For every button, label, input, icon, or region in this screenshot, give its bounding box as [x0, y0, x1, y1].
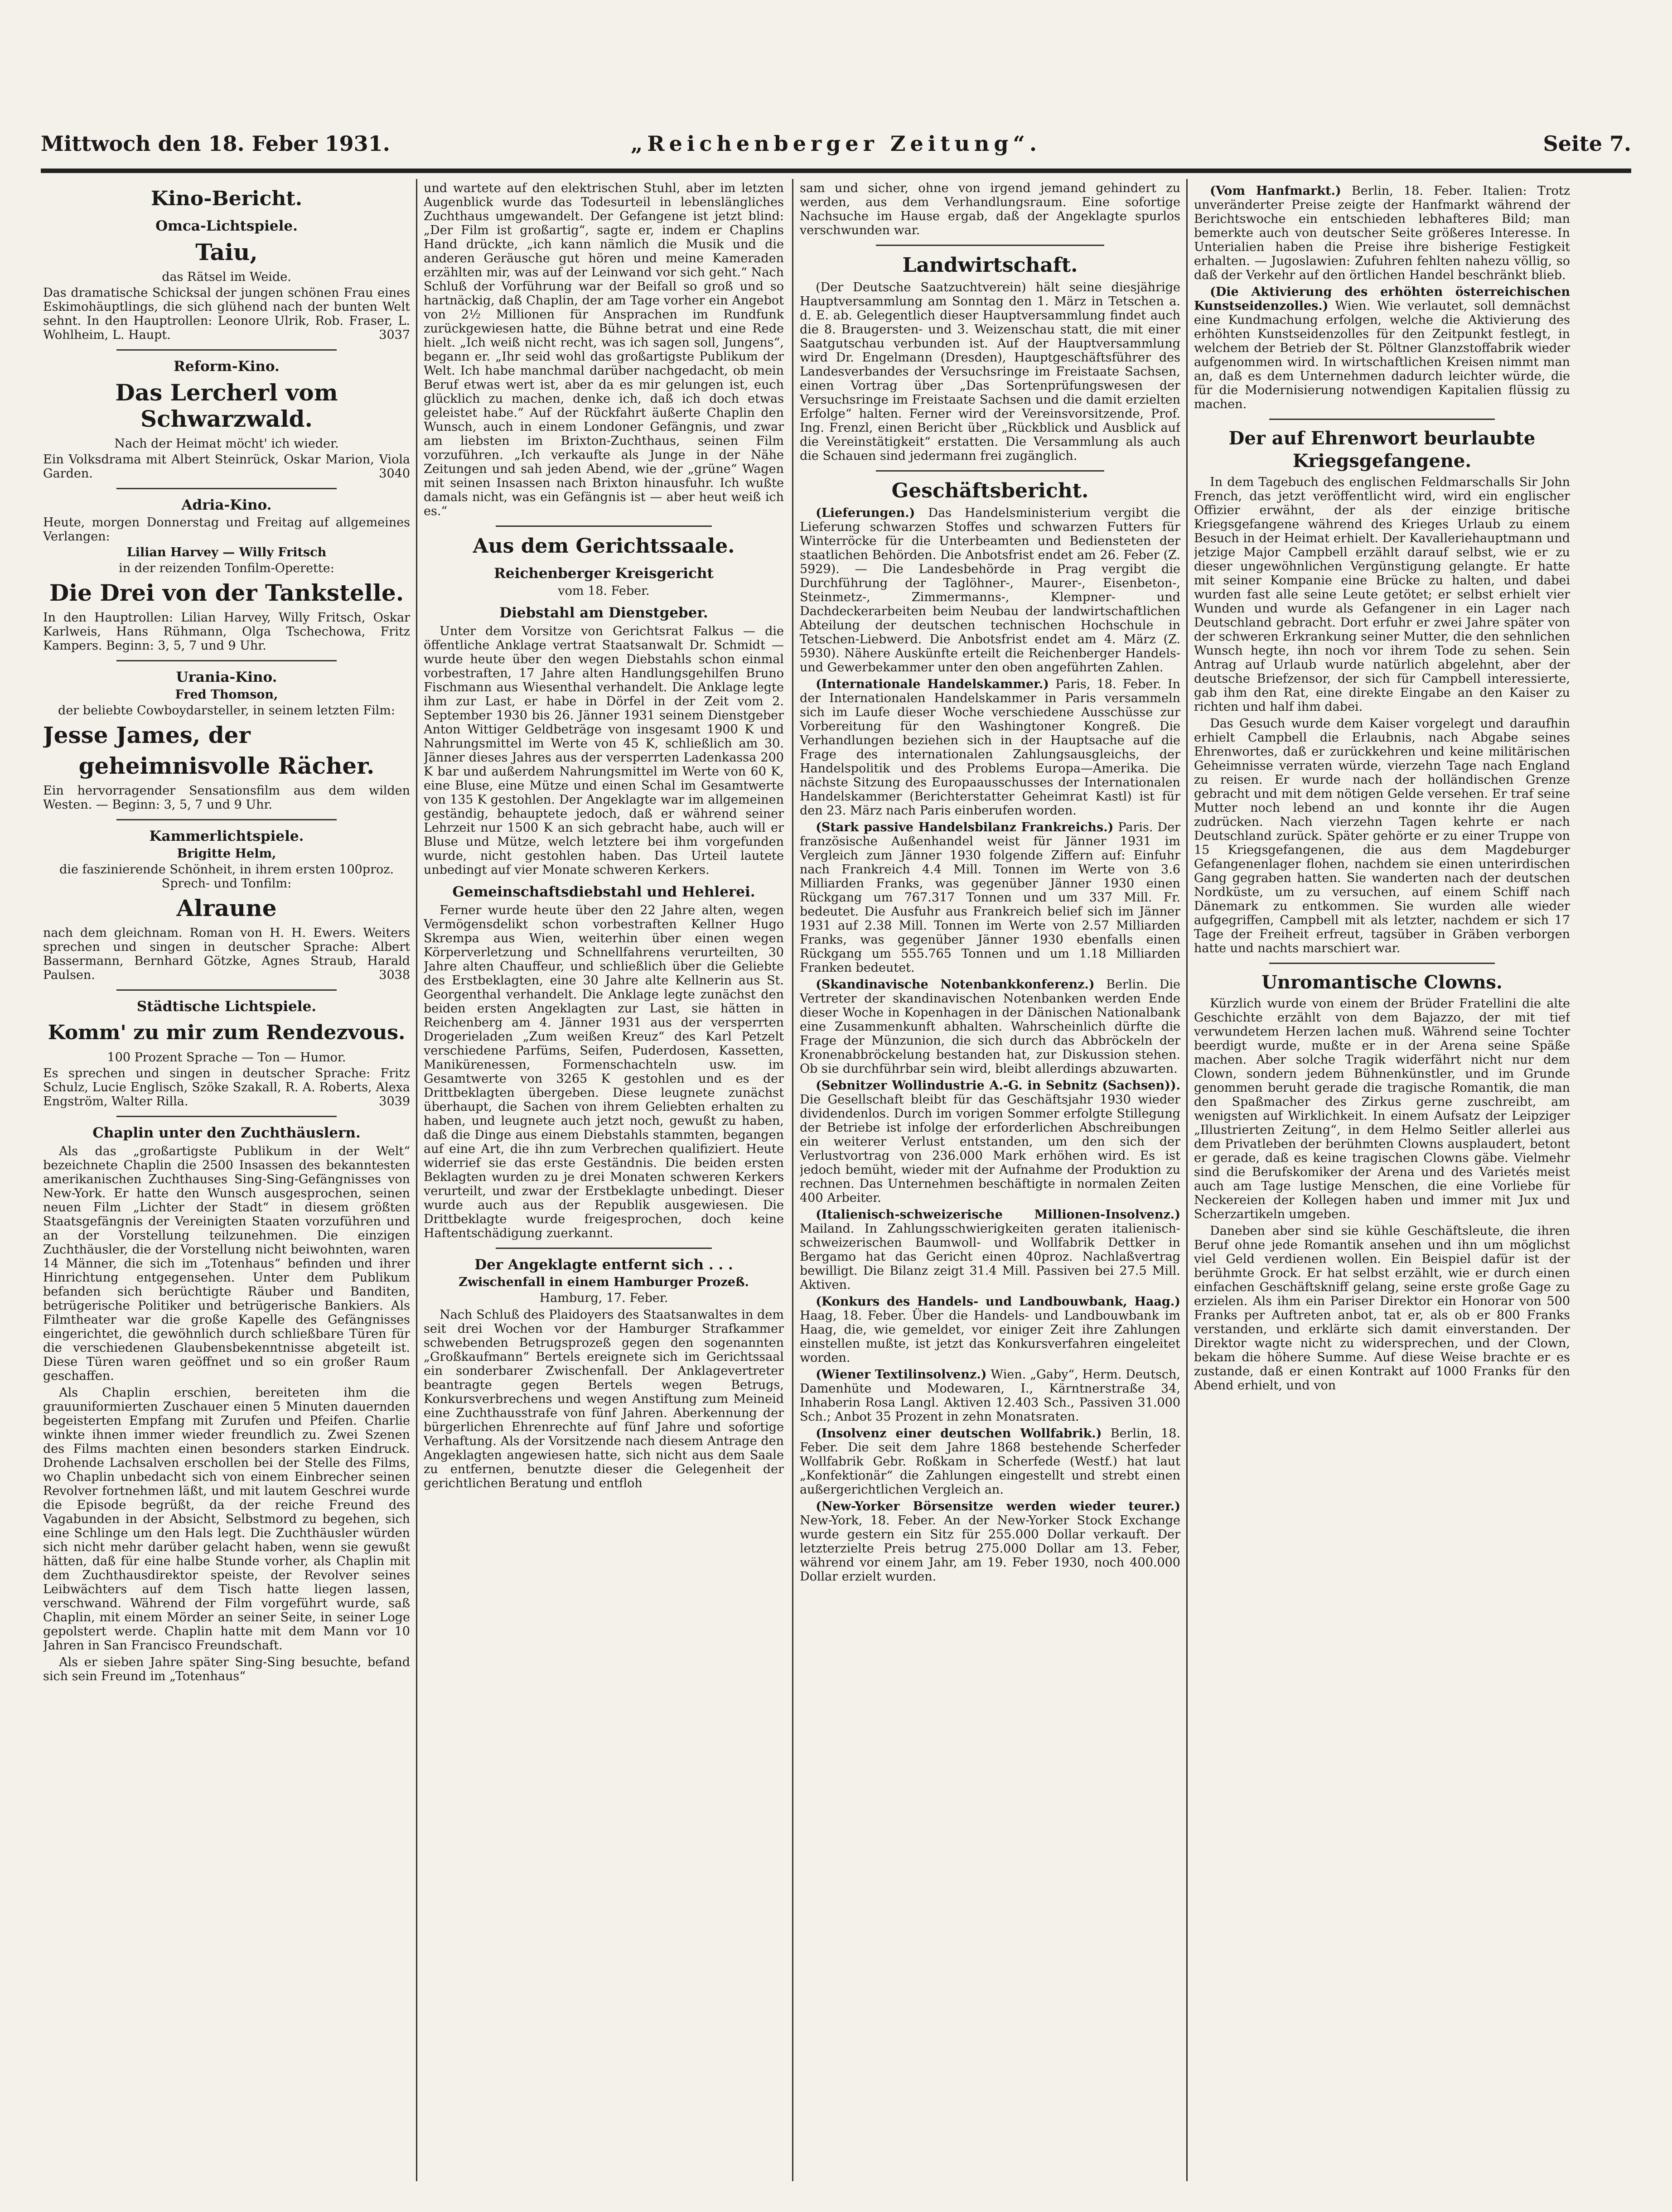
- column-divider: [416, 179, 417, 2181]
- separator: [1269, 963, 1495, 964]
- news-item-text: Berlin, 18. Feber. Italien: Trotz unveränderter Preise zeigte der Hanfmarkt während der Berichtswoche ein entschieden lebhafteres Bild; man bemerkte auch von deutscher Seite größeres Interesse. In Unterialien haben die Preise ihre bisherige Festigkeit erhalten. — Jugoslawien: Zufuhren fehlten nahezu völlig, so daß der Verkehr auf den örtlichen Handel beschränkt blieb.: [1194, 184, 1570, 282]
- column-4: [1194, 181, 1570, 2183]
- article-paragraph: sam und sicher, ohne von irgend jemand gehindert zu werden, aus dem Verhandlungsraum. Eine sofortige Nachsuche im Hause ergab, daß der Angeklagte spurlos verschwunden war.: [800, 181, 1180, 237]
- film-subtitle: Nach der Heimat möcht' ich wieder.: [114, 437, 339, 451]
- news-item-heading: (Internationale Handelskammer.): [816, 677, 1049, 691]
- news-item: [800, 978, 1180, 1076]
- article-title: Gemeinschaftsdiebstahl und Hehlerei.: [452, 884, 755, 900]
- cinema-text: Heute, morgen Donnerstag und Freitag auf allgemeines Verlangen:: [43, 516, 410, 544]
- news-item-heading: (Konkurs des Handels- und Landbouwbank, Haag.): [816, 1295, 1180, 1309]
- article-paragraph: Das Gesuch wurde dem Kaiser vorgelegt und daraufhin erhielt Campbell die Erlaubnis, nach Abgabe seines Ehrenwortes, daß er zurückkehren und keine militärischen Geheimnisse verraten würde, vierzehn Tage nach England zu reisen. Er wurde nach der holländischen Grenze gebracht und mit dem nötigen Gelde versehen. Er traf seine Mutter noch lebend an und konnte ihr die Augen zudrücken. Nach vierzehn Tagen kehrte er nach Deutschland zurück. Später gehörte er zu einer Truppe von 15 Kriegsgefangenen, die aus dem Magdeburger Gefangenenlager flohen, nachdem sie einen unterirdischen Gang gegraben hatten. Sie wanderten nach der deutschen Nordküste, um zu versuchen, auf einem Schiff nach Dänemark zu entkommen. Sie wurden alle wieder aufgegriffen, Campbell mit als letzter, nachdem er sich 17 Tage der Freiheit erfreut, tagsüber in Gräben verborgen hatte und nachts marschiert war.: [1194, 717, 1570, 955]
- news-item: [800, 1079, 1180, 1205]
- news-item-text: Wien. Wie verlautet, soll demnächst eine Kundmachung erfolgen, welche die Aktivierung des erhöhten Kunstseidenzolles für den Zeitpunkt festlegt, in welchem der Betrieb der St. Pöltner Glanzstoffabrik wieder aufgenommen wird. In wirtschaftlichen Kreisen nimmt man an, daß es dem Unternehmen dadurch leichter würde, die für die Modernisierung notwendigen Kapitalien flüssig zu machen.: [1194, 299, 1570, 411]
- news-item: [800, 1295, 1180, 1365]
- section-title: Aus dem Gerichtssaale.: [473, 535, 735, 558]
- news-item-heading: (Insolvenz einer deutschen Wollfabrik.): [816, 1426, 1102, 1441]
- page-number: Seite 7.: [1543, 131, 1631, 156]
- ad-number: 3039: [379, 1094, 410, 1108]
- news-item-heading: (Skandinavische Notenbankkonferenz.): [816, 978, 1095, 992]
- news-item-text: Berlin. Die Vertreter der skandinavischen Notenbanken werden Ende dieser Woche in Kopenhagen in der Dänischen Nationalbank eine Zusammenkunft abhalten. Wahrscheinlich dürfte die Frage der Münzunion, die sich durch das Abbröckeln der Kronenabbröckelung bestanden hat, zur Diskussion stehen. Ob sie durchführbar sein wird, bleibt allerdings abzuwarten.: [800, 978, 1180, 1076]
- article-paragraph: In dem Tagebuch des englischen Feldmarschalls Sir John French, das jetzt veröffentlicht wird, wird ein englischer Offizier erwähnt, der als der einzige britische Kriegsgefangene während des Krieges Urlaub zu einem Besuch in der Heimat erhielt. Der Kavalleriehauptmann und jetzige Major Campbell erzählt darauf selbst, wie er zu dieser ungewöhnlichen Vergünstigung gelangte. Er hatte mit seiner Kompanie eine Brücke zu halten, und dabei wurden fast alle seine Leute getötet; er selbst erhielt vier Wunden und wurde als Gefangener in ein Lager nach Deutschland gebracht. Dort erfuhr er zwei Jahre später von der schweren Erkrankung seiner Mutter, die den sehnlichen Wunsch hegte, ihn noch vor ihrem Tode zu sehen. Sein Antrag auf Urlaub wurde natürlich abgelehnt, aber der deutsche Briefzensor, der sich für Campbell interessierte, gab ihm den Rat, eine direkte Eingabe an den Kaiser zu richten und half ihm dabei.: [1194, 475, 1570, 714]
- section-title: Landwirtschaft.: [902, 254, 1078, 277]
- dateline: Hamburg, 17. Feber.: [539, 1291, 668, 1305]
- article-title: Diebstahl am Dienstgeber.: [499, 605, 708, 621]
- article-paragraph: Nach Schluß des Plaidoyers des Staatsanwaltes in dem seit drei Wochen vor der Hamburger Strafkammer schwebenden Betrugsprozeß gegen den sogenannten „Großkaufmann“ Bertels ereignete sich im Gerichtssaal ein sonderbarer Zwischenfall. Der Anklagevertreter beantragte gegen Bertels wegen Betrugs, Konkursverbrechens und wegen Anstiftung zum Meineid eine Zuchthausstrafe von fünf Jahren. Aberkennung der bürgerlichen Ehrenrechte auf fünf Jahre und sofortige Verhaftung. Als der Vorsitzende nach diesem Antrage den Angeklagten angewiesen hatte, sich nicht aus dem Saale zu entfernen, benutzte dieser die Gelegenheit der gerichtlichen Beratung und entfloh: [424, 1308, 784, 1490]
- news-item-text: Mailand. In Zahlungsschwierigkeiten geraten italienisch-schweizerischen Baumwoll- und Wollfabrik Dettker in Bergamo hat das Gericht einen 40proz. Nachlaßvertrag bewilligt. Die Bilanz zeigt 31.4 Mill. Passiven bei 27.5 Mill. Aktiven.: [800, 1222, 1180, 1292]
- cinema-text: In den Hauptrollen: Lilian Harvey, Willy Fritsch, Oskar Karlweis, Hans Rühmann, Olga Tschechowa, Fritz Kampers. Beginn: 3, 5, 7 und 9 Uhr.: [43, 611, 410, 653]
- ad-number: 3037: [379, 328, 410, 342]
- film-star: Fred Thomson,: [175, 688, 278, 702]
- news-item-heading: (Lieferungen.): [816, 506, 915, 520]
- film-title: Alraune: [176, 895, 277, 921]
- film-star: Brigitte Helm,: [177, 847, 276, 861]
- cinema-text: nach dem gleichnam. Roman von H. H. Ewers. Weiters sprechen und singen in deutscher Sprache: Albert Bassermann, Bernhard Götzke, Agnes Straub, Harald Paulsen. 3038: [43, 926, 410, 982]
- column-3: [800, 181, 1180, 2183]
- ad-number: 3040: [379, 467, 410, 481]
- article-paragraph: (Der Deutsche Saatzuchtverein) hält seine diesjährige Hauptversammlung am Sonntag den 1. März in Tetschen a. d. E. ab. Gelegentlich dieser Hauptversammlung findet auch die 8. Braugersten- und 3. Weizenschau statt, die mit einer Saatgutschau verbunden ist. Auf der Hauptversammlung wird Dr. Engelmann (Dresden), Hauptgeschäftsführer des Landesverbandes der Versuchsringe im Freistaate Sachsen, einen Vortrag über „Das Sortenprüfungswesen der Versuchsringe im Freistaate Sachsen und die damit erzielten Erfolge“ halten. Ferner wird der Vereinsvorsitzende, Prof. Ing. Frenzl, einen Bericht über „Rückblick und Ausblick auf die Vereinstätigkeit“ erstatten. Die Versammlung als auch die Schauen sind jedermann frei zugänglich.: [800, 280, 1180, 463]
- separator: [876, 470, 1104, 472]
- news-item: [1194, 184, 1570, 282]
- article-paragraph: Als er sieben Jahre später Sing-Sing besuchte, befand sich sein Freund im „Totenhaus“: [43, 1655, 410, 1683]
- news-item-heading: (Stark passive Handelsbilanz Frankreichs.): [816, 820, 1114, 834]
- film-stars: Lilian Harvey — Willy Fritsch: [126, 545, 327, 559]
- article-paragraph: Ferner wurde heute über den 22 Jahre alten, wegen Vermögensdelikt schon vorbestraften Kellner Hugo Skrempa aus Wien, weiterhin über einen wegen Körperverletzung und Schnellfahrens verurteilten, 30 Jahre alten Chauffeur, und schließlich über die Geliebte des Erstbeklagten, eine 30 Jahre alte Kellnerin aus St. Georgenthal verhandelt. Die Anklage legte zunächst den beiden ersten Angeklagten zur Last, sie hätten in Reichenberg am 4. Jänner 1931 aus der versperrten Drogerieladen „Zum weißen Kreuz“ des Karl Petzelt verschiedene Parfüms, Seifen, Puderdosen, Kassetten, Manikürenessen, Formenschachteln usw. im Gesamtwerte von 3265 K gestohlen und es der Drittbeklagten übergeben. Diese leugnete zunächst überhaupt, die Sachen von ihrem Geliebten erhalten zu haben, und leugnete auch jetzt noch, gewußt zu haben, daß die Dinge aus einem Diebstahls stammten, begangen auf eine Art, die ihn zum Verbrechen qualifiziert. Heute widerrief sie das erste Geständnis. Die beiden ersten Beklagten wurden zu je drei Monaten schweren Kerkers verurteilt, und zwar der Erstbeklagte unbedingt. Dieser wurde auch aus der Republik ausgewiesen. Die Drittbeklagte wurde freigesprochen, doch keine Haftentschädigung zuerkannt.: [424, 903, 784, 1240]
- news-item-text: Das Handelsministerium vergibt die Lieferung schwarzen Stoffes und schwarzen Futters für Winterröcke für die Unterbeamten und Bediensteten der staatlichen Behörden. Die Anbotsfrist endet am 26. Feber (Z. 5929). — Die Landesbehörde in Prag vergibt die Durchführung der Taglöhner-, Maurer-, Eisenbeton-, Steinmetz-, Zimmermanns-, Klempner- und Dachdeckerarbeiten beim Neubau der landwirtschaftlichen Abteilung der deutschen technischen Hochschule in Tetschen-Liebwerd. Die Anbotsfrist endet am 4. März (Z. 5930). Nähere Auskünfte erteilt die Reichenberger Handels- und Gewerbekammer unter den oben angeführten Zahlen.: [800, 506, 1180, 675]
- ad-number: 3038: [379, 968, 410, 982]
- article-title: Der Angeklagte entfernt sich . . .: [474, 1257, 733, 1273]
- news-item: [800, 506, 1180, 675]
- cinema-name: Urania-Kino.: [176, 669, 277, 685]
- court-date: vom 18. Feber.: [558, 584, 650, 598]
- news-item: [800, 677, 1180, 818]
- article-title: Unromantische Clowns.: [1261, 972, 1503, 993]
- cinema-text: die faszinierende Schönheit, in ihrem ersten 100proz. Sprech- und Tonfilm:: [59, 863, 394, 891]
- page-header: [41, 131, 1631, 181]
- article-paragraph: Kürzlich wurde von einem der Brüder Fratellini die alte Geschichte erzählt von dem Bajazzo, der mit tief verwundetem Herzen lachen muß. Während seine Tochter beerdigt wurde, mußte er in der Arena seine Späße machen. Aber solche Tragik widerfährt nicht nur dem Clown, sondern jedem Bühnenkünstler, und im Grunde genommen beruht gerade die tragische Romantik, die man den Spaßmacher des Zirkus gerne zuschreibt, am wenigsten auf Wirklichkeit. In einem Aufsatz der Leipziger „Illustrierten Zeitung“, in dem Helmo Seitler allerlei aus dem Privatleben der berühmten Clowns ausplaudert, betont er gerade, daß es keine tragischen Clowns gäbe. Vielmehr sind die Berufskomiker der Arena und des Varietés meist auch am Tage lustige Menschen, die eine Vorliebe für Neckereien der Kollegen haben und immer mit Jux und Scherzartikeln umgeben.: [1194, 997, 1570, 1221]
- market-items: [1194, 184, 1570, 411]
- news-item: [800, 1208, 1180, 1292]
- news-item-heading: (Wiener Textilinsolvenz.): [816, 1368, 987, 1382]
- business-items: [800, 506, 1180, 1584]
- article-paragraph: Unter dem Vorsitze von Gerichtsrat Falkus — die öffentliche Anklage vertrat Staatsanwalt Dr. Schmidt — wurde heute über den wegen Diebstahls schon einmal vorbestraften, 17 Jahre alten Handlungsgehilfen Bruno Fischmann aus Wiesenthal verhandelt. Die Anklage legte ihm zur Last, er habe in Dörfel in der Zeit vom 2. September 1930 bis 26. Jänner 1931 seinem Dienstgeber Anton Wittiger Geldbeträge von insgesamt 1900 K und Nahrungsmittel im Werte von 45 K, schließlich am 30. Jänner dieses Jahres aus der versperrten Ladenkassa 200 K bar und außerdem Nahrungsmittel im Werte von 60 K, eine Bluse, eine Mütze und einen Schal im Gesamtwerte von 135 K gestohlen. Der Angeklagte war im allgemeinen geständig, behauptete jedoch, daß er während seiner Lehrzeit nur 1500 K an sich gebracht habe, auch will er Bluse und Mütze, welch letztere bei ihm vorgefunden wurde, nicht gestohlen haben. Das Urteil lautete unbedingt auf vier Monate schweren Kerkers.: [424, 624, 784, 877]
- separator: [116, 1116, 337, 1117]
- column-divider: [792, 179, 793, 2181]
- separator: [496, 1248, 712, 1249]
- film-subtitle: 100 Prozent Sprache — Ton — Humor.: [107, 1051, 346, 1065]
- article-paragraph: Als Chaplin erschien, bereiteten ihm die grauuniformierten Zuschauer einen 5 Minuten dauernden begeisterten Empfang mit Zurufen und Pfeifen. Charlie winkte ihnen immer wieder freundlich zu. Zwei Szenen des Films machten einen besonders starken Eindruck. Drohende Lachsalven erschollen bei der Stelle des Films, wo Chaplin unbedacht sich von einem Einbrecher seinen Revolver fortnehmen läßt, und mit lautem Geschrei wurde die Episode begrüßt, da der reiche Freund des Vagabunden in der Absicht, Selbstmord zu begehen, sich eine Schlinge um den Hals legt. Die Zuchthäusler würden sich nicht mehr darüber gelacht haben, wenn sie gewußt hätten, daß für eine halbe Stunde vorher, als Chaplin mit dem Zuchthausdirektor speiste, der Revolver seines Leibwächters auf dem Tisch hatte liegen lassen, verschwand. Während der Film vorgeführt wurde, saß Chaplin, mit einem Mörder an seiner Seite, in seiner Loge gepolstert werde. Chaplin hatte mit dem Mann vor 10 Jahren in San Francisco Freundschaft.: [43, 1386, 410, 1653]
- film-title: Die Drei von der Tankstelle.: [49, 579, 404, 606]
- cinema-text: der beliebte Cowboydarsteller, in seinem letzten Film:: [58, 704, 395, 718]
- separator: [876, 245, 1104, 246]
- news-item-text: Wien. „Gaby“, Herm. Deutsch, Damenhüte und Modewaren, I., Kärntnerstraße 34, Inhaberin Rosa Langl. Aktiven 12.403 Sch., Passiven 31.000 Sch.; Anbot 35 Prozent in zehn Monatsraten.: [800, 1368, 1180, 1424]
- film-subtitle: das Rätsel im Weide.: [162, 270, 291, 284]
- news-item-text: Paris. Der französische Außenhandel weist für Jänner 1931 im Vergleich zum Jänner 1930 folgende Ziffern auf: Einfuhr nach Frankreich 4.4 Mill. Tonnen im Werte von 3.6 Milliarden Franks, was gegenüber Jänner 1930 einen Rückgang um 767.317 Tonnen und um 337 Mill. Fr. bedeutet. Die Ausfuhr aus Frankreich belief sich im Jänner 1931 auf 2.38 Mill. Tonnen im Werte von 2.57 Milliarden Franks, was gegenüber Jänner 1930 ebenfalls einen Rückgang um 555.765 Tonnen und um 1.18 Milliarden Franken bedeutet.: [800, 820, 1180, 975]
- article-paragraph: Daneben aber sind sie kühle Geschäftsleute, die ihren Beruf ohne jede Romantik ansehen und ihn um möglichst viel Geld verdienen wollen. Ein Beispiel dafür ist der berühmte Grock. Er hat selbst erzählt, wie er durch einen einfachen Geschäftskniff gelang, seine erste große Gage zu erzielen. Als ihm ein Pariser Direktor ein Honorar von 500 Franks per Auftreten anbot, tat er, als ob er 800 Franks verstanden, und erklärte sich damit einverstanden. Der Direktor wagte nicht zu widersprechen, und der Clown, bekam die höhere Summe. Auf diese Weise brachte er es zustande, daß er einen Kontrakt auf 1000 Franks für den Abend erhielt, und von: [1194, 1224, 1570, 1393]
- cinema-text: Ein Volksdrama mit Albert Steinrück, Oskar Marion, Viola Garden. 3040: [43, 453, 410, 481]
- news-item-text: Berlin, 18. Feber. Die seit dem Jahre 1868 bestehende Scherfeder Wollfabrik Gebr. Roßkam in Scherfede (Westf.) hat laut „Konfektionär“ die Zahlungen eingestellt und strebt einen außergerichtlichen Vergleich an.: [800, 1426, 1180, 1497]
- news-item-heading: (Sebnitzer Wollindustrie A.-G. in Sebnitz (Sachsen)).: [816, 1079, 1180, 1093]
- news-item-heading: (Die Aktivierung des erhöhten österreichischen Kunstseidenzolles.): [1194, 285, 1570, 313]
- newspaper-title: „Reichenberger Zeitung“.: [630, 131, 1042, 156]
- news-item: [1194, 285, 1570, 411]
- news-item: [800, 1426, 1180, 1497]
- separator: [116, 989, 337, 991]
- cinema-text: Es sprechen und singen in deutscher Sprache: Fritz Schulz, Lucie Englisch, Szöke Szakall, R. A. Roberts, Alexa Engström, Walter Rilla. 3039: [43, 1066, 410, 1108]
- news-item: [800, 820, 1180, 975]
- film-title: geheimnisvolle Rächer.: [78, 752, 375, 779]
- cinema-text: Das dramatische Schicksal der jungen schönen Frau eines Eskimohäuptlings, die sich glühend nach der bunten Welt sehnt. In den Hauptrollen: Leonore Ulrik, Rob. Fraser, L. Wohlheim, L. Haupt. 3037: [43, 286, 410, 342]
- film-title: Komm' zu mir zum Rendezvous.: [48, 1021, 406, 1044]
- cinema-text: in der reizenden Tonfilm-Operette:: [119, 561, 334, 575]
- section-title: Kino-Bericht.: [150, 187, 303, 210]
- cinema-text: Ein hervorragender Sensationsfilm aus dem wilden Westen. — Beginn: 3, 5, 7 und 9 Uhr.: [43, 784, 410, 812]
- article-paragraph: Als das „großartigste Publikum in der Welt“ bezeichnete Chaplin die 2500 Insassen des bekanntesten amerikanischen Zuchthauses Sing-Sing-Gefängnisses von New-York. Er hatte den Wunsch ausgesprochen, seinen neuen Film „Lichter der Stadt“ in diesem größten Staatsgefängnis der Vereinigten Staaten vorzuführen und an der Vorstellung teilzunehmen. Die einzigen Zuchthäusler, die der Vorstellung nicht beiwohnten, waren 14 Männer, die sich im „Totenhaus“ befinden und ihrer Hinrichtung entgegensehen. Unter dem Publikum befanden sich berüchtigte Räuber und Banditen, betrügerische Politiker und betrügerische Bankiers. Als Filmtheater war die große Kapelle des Gefängnisses eingerichtet, die gewöhnlich durch schließbare Türen für die verschiedenen Glaubensbekenntnisse abgeteilt ist. Diese Türen waren geöffnet und so ein großer Raum geschaffen.: [43, 1144, 410, 1383]
- news-item: [800, 1368, 1180, 1424]
- column-1: [43, 181, 410, 2183]
- separator: [116, 819, 337, 820]
- cinema-name: Omca-Lichtspiele.: [155, 218, 298, 234]
- cinema-name: Kammerlichtspiele.: [149, 828, 304, 844]
- separator: [116, 349, 337, 351]
- news-item-heading: (New-Yorker Börsensitze werden wieder teurer.): [816, 1499, 1180, 1513]
- film-title: Taiu,: [195, 239, 258, 265]
- cinema-name: Reform-Kino.: [174, 358, 280, 375]
- column-divider: [1186, 179, 1188, 2181]
- article-subtitle: Zwischenfall in einem Hamburger Prozeß.: [459, 1275, 749, 1289]
- section-title: Geschäftsbericht.: [891, 479, 1089, 502]
- header-rule: [41, 169, 1631, 173]
- article-paragraph: und wartete auf den elektrischen Stuhl, aber im letzten Augenblick wurde das Todesurteil in lebenslängliches Zuchthaus umgewandelt. Der Gefangene ist jetzt blind: „Der Film ist großartig“, sagte er, indem er Chaplins Hand drückte, „ich kann nämlich die Musik und die anderen Geräusche gut hören und meine Kameraden erzählten mir, was auf der Leinwand vor sich geht.“ Nach Schluß der Vorführung war der Beifall so groß und so hartnäckig, daß Chaplin, der am Tage vorher ein Angebot von 2½ Millionen für Ansprachen im Rundfunk zurückgewiesen hatte, die Bühne betrat und eine Rede hielt. „Ich weiß nicht recht, was ich sagen soll, Jungens“, begann er. „Ihr seid wohl das großartigste Publikum der Welt. Ich habe manchmal darüber nachgedacht, ob mein Beruf etwas wert ist, aber da es mir gelungen ist, euch glücklich zu machen, denke ich, daß ich doch etwas geleistet habe.“ Auf der Rückfahrt äußerte Chaplin den Wunsch, auch in einem Londoner Gefängnis, und zwar am liebsten im Brixton-Zuchthaus, seinen Film vorzuführen. „Ich verkaufte als Junge in der Nähe Zeitungen und sah jeden Abend, wie der „grüne“ Wagen mit seinen Insassen nach Brixton hinausfuhr. Ich wußte damals nicht, was ein Gefängnis ist — aber heut weiß ich es.“: [424, 181, 784, 518]
- column-2: [424, 181, 784, 2183]
- separator: [496, 525, 712, 527]
- news-item-text: Paris, 18. Feber. In der Internationalen Handelskammer in Paris versammeln sich im Laufe dieser Woche verschiedene Ausschüsse zur Vorbereitung für den Washingtoner Kongreß. Die Verhandlungen beziehen sich in der Hauptsache auf die Frage des internationalen Zahlungsausgleichs, der Handelspolitik und des Problems Europa—Amerika. Die nächste Sitzung des Europaausschusses der Internationalen Handelskammer (Berichterstatter Geheimrat Kastl) ist für den 23. März nach Paris einberufen worden.: [800, 677, 1180, 818]
- article-title: Der auf Ehrenwort beurlaubte Kriegsgefangene.: [1228, 428, 1536, 472]
- header-date: Mittwoch den 18. Feber 1931.: [41, 131, 390, 156]
- separator: [1269, 419, 1495, 420]
- news-item-text: Die Gesellschaft bleibt für das Geschäftsjahr 1930 wieder dividendenlos. Durch im vorigen Sommer erfolgte Stillegung der Betriebe ist infolge der erforderlichen Abschreibungen ein weiterer Verlust entstanden, um den sich der Verlustvortrag von 236.000 Mark erhöhen wird. Es ist jedoch bemüht, wieder mit der Aufnahme der Produktion zu rechnen. Das Unternehmen beschäftigte in normalen Zeiten 400 Arbeiter.: [800, 1093, 1180, 1205]
- news-item-text: New-York, 18. Feber. An der New-Yorker Stock Exchange wurde gestern ein Sitz für 255.000 Dollar verkauft. Der letzterzielte Preis betrug 275.000 Dollar am 13. Feber, während vor einem Jahr, am 19. Feber 1930, noch 400.000 Dollar erzielt wurden.: [800, 1513, 1180, 1584]
- news-item-heading: (Vom Hanfmarkt.): [1210, 184, 1341, 198]
- article-title: Chaplin unter den Zuchthäuslern.: [92, 1125, 361, 1141]
- news-item: [800, 1499, 1180, 1584]
- court-name: Reichenberger Kreisgericht: [494, 565, 714, 582]
- separator: [116, 660, 337, 661]
- separator: [116, 488, 337, 489]
- cinema-name: Adria-Kino.: [181, 497, 272, 513]
- film-title: Jesse James, der: [43, 722, 251, 748]
- cinema-name: Städtische Lichtspiele.: [136, 998, 317, 1015]
- news-item-heading: (Italienisch-schweizerische Millionen-Insolvenz.): [816, 1208, 1180, 1222]
- news-item-text: Haag, 18. Feber. Über die Handels- und Landbouwbank im Haag, die, wie gemeldet, vor einiger Zeit ihre Zahlungen einstellen mußte, ist jetzt das Konkursverfahren eingeleitet worden.: [800, 1309, 1180, 1365]
- film-title: Das Lercherl vom Schwarzwald.: [115, 379, 338, 432]
